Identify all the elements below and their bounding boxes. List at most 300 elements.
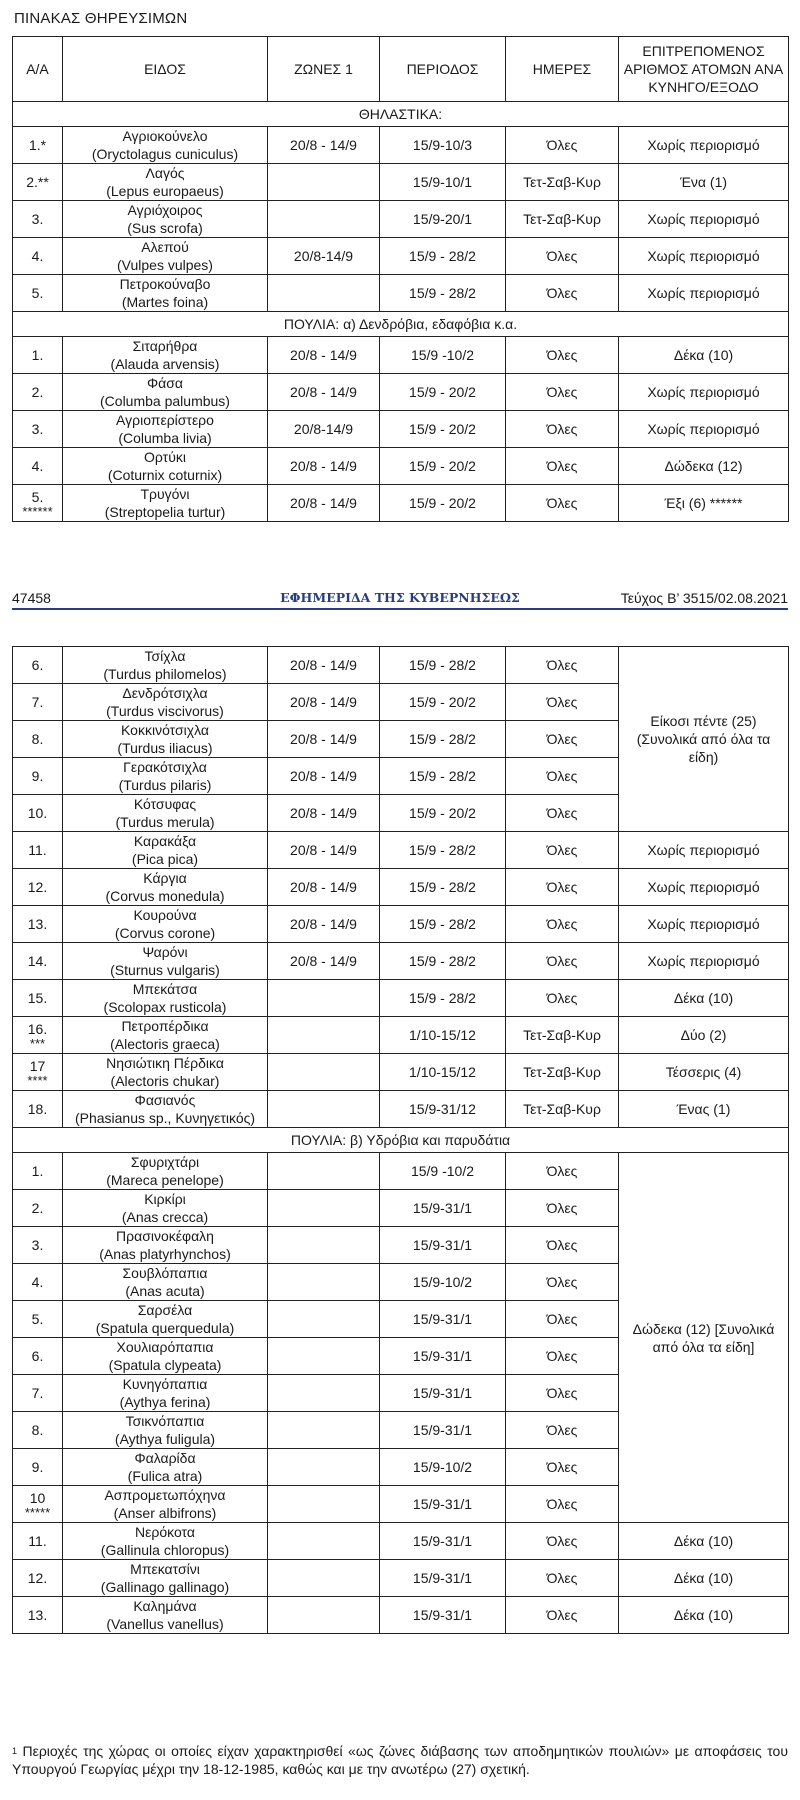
days-cell: Τετ-Σαβ-Κυρ (506, 201, 619, 238)
days-cell: Όλες (506, 1523, 619, 1560)
species-cell (63, 238, 268, 275)
table-row (13, 337, 789, 374)
species-scientific-name: (Alectoris chukar) (110, 1073, 220, 1089)
species-common-name: Τσικνόπαπια (125, 1413, 205, 1429)
zones-cell (268, 1412, 380, 1449)
species-common-name: Κυνηγόπαπια (122, 1376, 208, 1392)
species-scientific-name: (Spatula clypeata) (108, 1357, 222, 1373)
period-cell: 15/9-31/1 (380, 1560, 506, 1597)
species-common-name: Αγριόχοιρος (127, 202, 203, 218)
species-cell (63, 1412, 268, 1449)
species-cell (63, 1375, 268, 1412)
zones-cell: 20/8 - 14/9 (268, 684, 380, 721)
species-common-name: Σουβλόπαπια (122, 1265, 208, 1281)
species-scientific-name: (Phasianus sp., Κυνηγετικός) (74, 1110, 256, 1126)
days-cell: Όλες (506, 238, 619, 275)
limit-cell: Τέσσερις (4) (619, 1054, 789, 1091)
group-limit-cell: Είκοσι πέντε (25) (Συνολικά από όλα τα είδη) (619, 647, 789, 832)
species-cell (63, 906, 268, 943)
species-scientific-name: (Gallinago gallinago) (100, 1579, 230, 1595)
species-scientific-name: (Columba livia) (118, 430, 212, 446)
zones-cell (268, 1153, 380, 1190)
zones-cell: 20/8-14/9 (268, 411, 380, 448)
limit-cell: Ένας (1) (619, 1091, 789, 1128)
row-number-value: 10 (29, 1490, 46, 1506)
species-cell (63, 1338, 268, 1375)
row-number-value: 13. (27, 1607, 48, 1623)
period-cell: 15/9 - 20/2 (380, 684, 506, 721)
row-number-value: 2. (31, 1200, 44, 1216)
period-cell: 15/9-31/1 (380, 1412, 506, 1449)
species-cell (63, 1523, 268, 1560)
days-cell: Όλες (506, 832, 619, 869)
row-number (13, 1017, 63, 1054)
species-common-name: Ορτύκι (144, 449, 186, 465)
period-cell: 15/9-10/1 (380, 164, 506, 201)
days-cell: Τετ-Σαβ-Κυρ (506, 164, 619, 201)
header-species: ΕΙΔΟΣ (63, 37, 268, 102)
species-common-name: Ασπρομετωπόχηνα (104, 1487, 226, 1503)
species-scientific-name: (Martes foina) (121, 294, 209, 310)
species-cell (63, 832, 268, 869)
days-cell: Τετ-Σαβ-Κυρ (506, 1091, 619, 1128)
species-cell (63, 1597, 268, 1634)
species-cell (63, 127, 268, 164)
row-number (13, 127, 63, 164)
row-number-value: 1.* (28, 137, 47, 153)
species-scientific-name: (Anas acuta) (125, 1283, 205, 1299)
game-species-table-part-2 (12, 646, 789, 1634)
zones-cell (268, 1449, 380, 1486)
row-number (13, 201, 63, 238)
header-aa: Α/Α (13, 37, 63, 102)
limit-cell: Δέκα (10) (619, 1597, 789, 1634)
zones-cell (268, 1091, 380, 1128)
limit-cell: Χωρίς περιορισμό (619, 906, 789, 943)
species-cell (63, 1449, 268, 1486)
species-cell (63, 164, 268, 201)
species-common-name: Γερακότσιχλα (123, 759, 207, 775)
period-cell: 15/9 - 28/2 (380, 275, 506, 312)
period-cell: 1/10-15/12 (380, 1054, 506, 1091)
row-number-value: 4. (31, 458, 44, 474)
days-cell: Όλες (506, 1153, 619, 1190)
species-common-name: Σφυριχτάρι (130, 1154, 200, 1170)
species-common-name: Νησιώτικη Πέρδικα (106, 1055, 224, 1071)
row-number (13, 647, 63, 684)
days-cell: Όλες (506, 1190, 619, 1227)
row-number-value: 5. (31, 1311, 44, 1327)
species-scientific-name: (Lepus europaeus) (106, 183, 224, 199)
period-cell: 15/9-10/2 (380, 1264, 506, 1301)
zones-cell (268, 1264, 380, 1301)
species-common-name: Νερόκοτα (135, 1524, 195, 1540)
species-cell (63, 448, 268, 485)
limit-cell: Χωρίς περιορισμό (619, 869, 789, 906)
limit-cell: Χωρίς περιορισμό (619, 943, 789, 980)
days-cell: Όλες (506, 485, 619, 522)
species-common-name: Μπεκάτσα (132, 981, 198, 997)
table-row (13, 1091, 789, 1128)
row-number-value: 1. (31, 347, 44, 363)
period-cell: 15/9 - 28/2 (380, 832, 506, 869)
species-scientific-name: (Anas platyrhynchos) (99, 1246, 231, 1262)
days-cell: Όλες (506, 684, 619, 721)
days-cell: Όλες (506, 1375, 619, 1412)
period-cell: 15/9 - 28/2 (380, 943, 506, 980)
species-cell (63, 795, 268, 832)
limit-cell: Χωρίς περιορισμό (619, 201, 789, 238)
row-number-value: 12. (27, 879, 48, 895)
limit-cell: Δύο (2) (619, 1017, 789, 1054)
period-cell: 15/9 - 20/2 (380, 374, 506, 411)
row-number-value: 5. (31, 285, 44, 301)
table-row (13, 238, 789, 275)
species-common-name: Καρακάξα (133, 833, 197, 849)
zones-cell: 20/8 - 14/9 (268, 448, 380, 485)
period-cell: 15/9-31/1 (380, 1523, 506, 1560)
zones-cell (268, 1338, 380, 1375)
row-number-value: 2. (31, 384, 44, 400)
table-row (13, 980, 789, 1017)
species-common-name: Φάσα (147, 375, 183, 391)
days-cell: Όλες (506, 1486, 619, 1523)
limit-cell: Χωρίς περιορισμό (619, 411, 789, 448)
row-number (13, 906, 63, 943)
period-cell: 15/9 - 28/2 (380, 238, 506, 275)
species-cell (63, 1227, 268, 1264)
period-cell: 15/9-31/12 (380, 1091, 506, 1128)
zones-cell (268, 1227, 380, 1264)
species-scientific-name: (Sturnus vulgaris) (110, 962, 220, 978)
species-scientific-name: (Turdus philomelos) (103, 666, 227, 682)
species-cell (63, 758, 268, 795)
row-footnote-stars: *** (29, 1036, 46, 1051)
table-row (13, 127, 789, 164)
species-common-name: Κοκκινότσιχλα (121, 722, 209, 738)
species-common-name: Αγριοπερίστερο (116, 412, 214, 428)
limit-cell: Χωρίς περιορισμό (619, 127, 789, 164)
row-number (13, 832, 63, 869)
row-number (13, 1054, 63, 1091)
row-number-value: 11. (28, 1533, 47, 1549)
species-common-name: Δενδρότσιχλα (122, 685, 208, 701)
row-number (13, 1264, 63, 1301)
row-number (13, 1412, 63, 1449)
zones-cell: 20/8 - 14/9 (268, 721, 380, 758)
species-common-name: Πρασινοκέφαλη (116, 1228, 214, 1244)
table-row (13, 275, 789, 312)
limit-cell: Χωρίς περιορισμό (619, 832, 789, 869)
zones-cell (268, 1560, 380, 1597)
row-number-value: 15. (27, 990, 48, 1006)
zones-cell (268, 1301, 380, 1338)
page-number: 47458 (12, 590, 51, 606)
header-zones: ΖΩΝΕΣ 1 (268, 37, 380, 102)
row-number-value: 18. (27, 1101, 48, 1117)
row-number (13, 721, 63, 758)
species-cell (63, 337, 268, 374)
period-cell: 15/9-31/1 (380, 1190, 506, 1227)
table-row (13, 374, 789, 411)
limit-cell: Χωρίς περιορισμό (619, 238, 789, 275)
days-cell: Όλες (506, 411, 619, 448)
table-row (13, 832, 789, 869)
zones-cell (268, 1597, 380, 1634)
table-row (13, 448, 789, 485)
species-cell (63, 1190, 268, 1227)
table-row (13, 1153, 789, 1190)
species-scientific-name: (Spatula querquedula) (95, 1320, 235, 1336)
journal-title: ΕΦΗΜΕΡΙΔΑ ΤΗΣ ΚΥΒΕΡΝΗΣΕΩΣ (280, 590, 520, 605)
row-number (13, 684, 63, 721)
section-title-birds-b: ΠΟΥΛΙΑ: β) Υδρόβια και παρυδάτια (13, 1128, 789, 1153)
table-row (13, 1017, 789, 1054)
species-cell (63, 980, 268, 1017)
species-common-name: Φαλαρίδα (134, 1450, 196, 1466)
species-scientific-name: (Scolopax rusticola) (103, 999, 227, 1015)
row-number (13, 238, 63, 275)
period-cell: 15/9-31/1 (380, 1597, 506, 1634)
species-cell (63, 411, 268, 448)
species-common-name: Σιταρήθρα (132, 338, 198, 354)
table-row (13, 411, 789, 448)
days-cell: Τετ-Σαβ-Κυρ (506, 1017, 619, 1054)
period-cell: 15/9-20/1 (380, 201, 506, 238)
row-number-value: 12. (27, 1570, 48, 1586)
days-cell: Όλες (506, 374, 619, 411)
table-row (13, 1597, 789, 1634)
table-row (13, 1523, 789, 1560)
species-common-name: Λαγός (145, 165, 185, 181)
zones-cell: 20/8 - 14/9 (268, 127, 380, 164)
row-number-value: 7. (31, 694, 44, 710)
species-scientific-name: (Aythya ferina) (119, 1394, 211, 1410)
row-number-value: 16. (27, 1021, 48, 1037)
row-number (13, 758, 63, 795)
species-cell (63, 684, 268, 721)
header-period: ΠΕΡΙΟΔΟΣ (380, 37, 506, 102)
species-cell (63, 1560, 268, 1597)
row-number (13, 374, 63, 411)
row-number (13, 1523, 63, 1560)
species-cell (63, 1054, 268, 1091)
species-cell (63, 943, 268, 980)
species-scientific-name: (Corvus corone) (114, 925, 216, 941)
species-cell (63, 485, 268, 522)
days-cell: Όλες (506, 758, 619, 795)
species-common-name: Χουλιαρόπαπια (116, 1339, 214, 1355)
period-cell: 15/9 - 28/2 (380, 647, 506, 684)
days-cell: Όλες (506, 1338, 619, 1375)
species-common-name: Τρυγόνι (140, 486, 190, 502)
days-cell: Όλες (506, 1227, 619, 1264)
row-number (13, 448, 63, 485)
row-number-value: 4. (31, 248, 44, 264)
limit-cell: Δέκα (10) (619, 337, 789, 374)
species-scientific-name: (Mareca penelope) (106, 1172, 224, 1188)
species-scientific-name: (Aythya fuligula) (114, 1431, 216, 1447)
zones-cell: 20/8 - 14/9 (268, 832, 380, 869)
days-cell: Όλες (506, 1264, 619, 1301)
species-common-name: Σαρσέλα (137, 1302, 193, 1318)
zones-cell: 20/8-14/9 (268, 238, 380, 275)
days-cell: Όλες (506, 980, 619, 1017)
period-cell: 15/9-31/1 (380, 1227, 506, 1264)
species-scientific-name: (Streptopelia turtur) (104, 504, 226, 520)
days-cell: Όλες (506, 1597, 619, 1634)
species-scientific-name: (Turdus iliacus) (117, 740, 213, 756)
table-row (13, 1054, 789, 1091)
days-cell: Όλες (506, 721, 619, 758)
species-scientific-name: (Turdus viscivorus) (106, 703, 224, 719)
table-row (13, 1560, 789, 1597)
period-cell: 15/9-10/3 (380, 127, 506, 164)
species-cell (63, 201, 268, 238)
species-common-name: Ψαρόνι (142, 944, 188, 960)
table-row (13, 164, 789, 201)
period-cell: 15/9 - 28/2 (380, 906, 506, 943)
species-cell (63, 275, 268, 312)
period-cell: 15/9 - 20/2 (380, 795, 506, 832)
days-cell: Όλες (506, 337, 619, 374)
species-scientific-name: (Vulpes vulpes) (117, 257, 213, 273)
species-common-name: Κότσυφας (133, 796, 197, 812)
species-scientific-name: (Coturnix coturnix) (107, 467, 223, 483)
zones-cell: 20/8 - 14/9 (268, 943, 380, 980)
row-number-value: 2.** (26, 174, 49, 190)
row-number-value: 9. (31, 768, 44, 784)
row-number (13, 1560, 63, 1597)
species-scientific-name: (Corvus monedula) (105, 888, 225, 904)
row-number-value: 11. (28, 842, 47, 858)
zones-cell (268, 1523, 380, 1560)
days-cell: Όλες (506, 1412, 619, 1449)
row-number-value: 17 (29, 1058, 46, 1074)
row-footnote-stars: ****** (22, 504, 53, 519)
row-number-value: 13. (27, 916, 48, 932)
species-scientific-name: (Alauda arvensis) (110, 356, 220, 372)
days-cell: Όλες (506, 943, 619, 980)
period-cell: 15/9-31/1 (380, 1301, 506, 1338)
row-number (13, 1338, 63, 1375)
row-number-value: 3. (31, 421, 44, 437)
period-cell: 15/9 - 28/2 (380, 980, 506, 1017)
row-number (13, 485, 63, 522)
period-cell: 15/9 -10/2 (380, 1153, 506, 1190)
document-title: ΠΙΝΑΚΑΣ ΘΗΡΕΥΣΙΜΩΝ (14, 10, 188, 27)
row-number-value: 5. (31, 489, 44, 505)
species-scientific-name: (Alectoris graeca) (110, 1036, 220, 1052)
species-scientific-name: (Turdus merula) (115, 814, 215, 830)
row-number (13, 411, 63, 448)
zones-cell: 20/8 - 14/9 (268, 485, 380, 522)
row-number (13, 1227, 63, 1264)
row-number (13, 980, 63, 1017)
species-cell (63, 374, 268, 411)
limit-cell: Δέκα (10) (619, 1560, 789, 1597)
row-number (13, 1153, 63, 1190)
species-scientific-name: (Sus scrofa) (127, 220, 203, 236)
row-number-value: 6. (31, 657, 44, 673)
row-number (13, 337, 63, 374)
header-days: ΗΜΕΡΕΣ (506, 37, 619, 102)
zones-cell (268, 1190, 380, 1227)
species-common-name: Κιρκίρι (144, 1191, 186, 1207)
limit-cell: Χωρίς περιορισμό (619, 275, 789, 312)
row-number (13, 1375, 63, 1412)
row-number-value: 10. (27, 805, 48, 821)
issue-reference: Τεύχος Β’ 3515/02.08.2021 (620, 590, 788, 606)
days-cell: Τετ-Σαβ-Κυρ (506, 1054, 619, 1091)
days-cell: Όλες (506, 795, 619, 832)
zones-cell (268, 164, 380, 201)
zones-cell (268, 980, 380, 1017)
row-number-value: 9. (31, 1459, 44, 1475)
row-number (13, 1449, 63, 1486)
species-scientific-name: (Fulica atra) (127, 1468, 203, 1484)
row-number (13, 1486, 63, 1523)
days-cell: Όλες (506, 448, 619, 485)
zones-cell: 20/8 - 14/9 (268, 337, 380, 374)
species-cell (63, 1017, 268, 1054)
table-row (13, 485, 789, 522)
header-limit: ΕΠΙΤΡΕΠΟΜΕΝΟΣ ΑΡΙΘΜΟΣ ΑΤΟΜΩΝ ΑΝΑ ΚΥΝΗΓΟ/ΕΞΟΔΟ (619, 37, 789, 102)
species-common-name: Πετροπέρδικα (121, 1018, 209, 1034)
row-number (13, 164, 63, 201)
zones-cell: 20/8 - 14/9 (268, 906, 380, 943)
period-cell: 15/9-10/2 (380, 1449, 506, 1486)
zones-cell (268, 1375, 380, 1412)
group-limit-cell: Δώδεκα (12) [Συνολικά από όλα τα είδη] (619, 1153, 789, 1523)
footnote-marker: 1 (12, 1746, 18, 1756)
limit-cell: Έξι (6) ****** (619, 485, 789, 522)
days-cell: Όλες (506, 869, 619, 906)
row-number (13, 869, 63, 906)
species-cell (63, 1486, 268, 1523)
days-cell: Όλες (506, 647, 619, 684)
limit-cell: Χωρίς περιορισμό (619, 374, 789, 411)
species-cell (63, 1301, 268, 1338)
species-common-name: Καλημάνα (133, 1598, 197, 1614)
row-footnote-stars: ***** (24, 1505, 51, 1520)
species-scientific-name: (Anas crecca) (121, 1209, 209, 1225)
days-cell: Όλες (506, 275, 619, 312)
row-number (13, 1190, 63, 1227)
species-cell (63, 647, 268, 684)
species-cell (63, 1264, 268, 1301)
table-row (13, 647, 789, 684)
table-row (13, 869, 789, 906)
species-cell (63, 721, 268, 758)
footnote-text: Περιοχές της χώρας οι οποίες είχαν χαρακτηρισθεί «ως ζώνες διάβασης των αποδημητικών πουλιών» με αποφάσεις του Υπουργού Γεωργίας μέχρι την 18-12-1985, καθώς και με την ανωτέρω (27) σχετική. (12, 1743, 788, 1777)
zones-cell: 20/8 - 14/9 (268, 795, 380, 832)
species-scientific-name: (Vanellus vanellus) (106, 1616, 224, 1632)
species-scientific-name: (Pica pica) (131, 851, 199, 867)
zones-cell (268, 1054, 380, 1091)
row-number-value: 3. (31, 211, 44, 227)
species-common-name: Φασιανός (134, 1092, 196, 1108)
page-header (12, 590, 788, 610)
limit-cell: Δέκα (10) (619, 980, 789, 1017)
row-number-value: 6. (31, 1348, 44, 1364)
days-cell: Όλες (506, 1301, 619, 1338)
zones-cell: 20/8 - 14/9 (268, 374, 380, 411)
species-common-name: Αγριοκούνελο (122, 128, 208, 144)
species-common-name: Πετροκούναβο (119, 276, 211, 292)
species-cell (63, 1091, 268, 1128)
species-common-name: Κάργια (143, 870, 187, 886)
